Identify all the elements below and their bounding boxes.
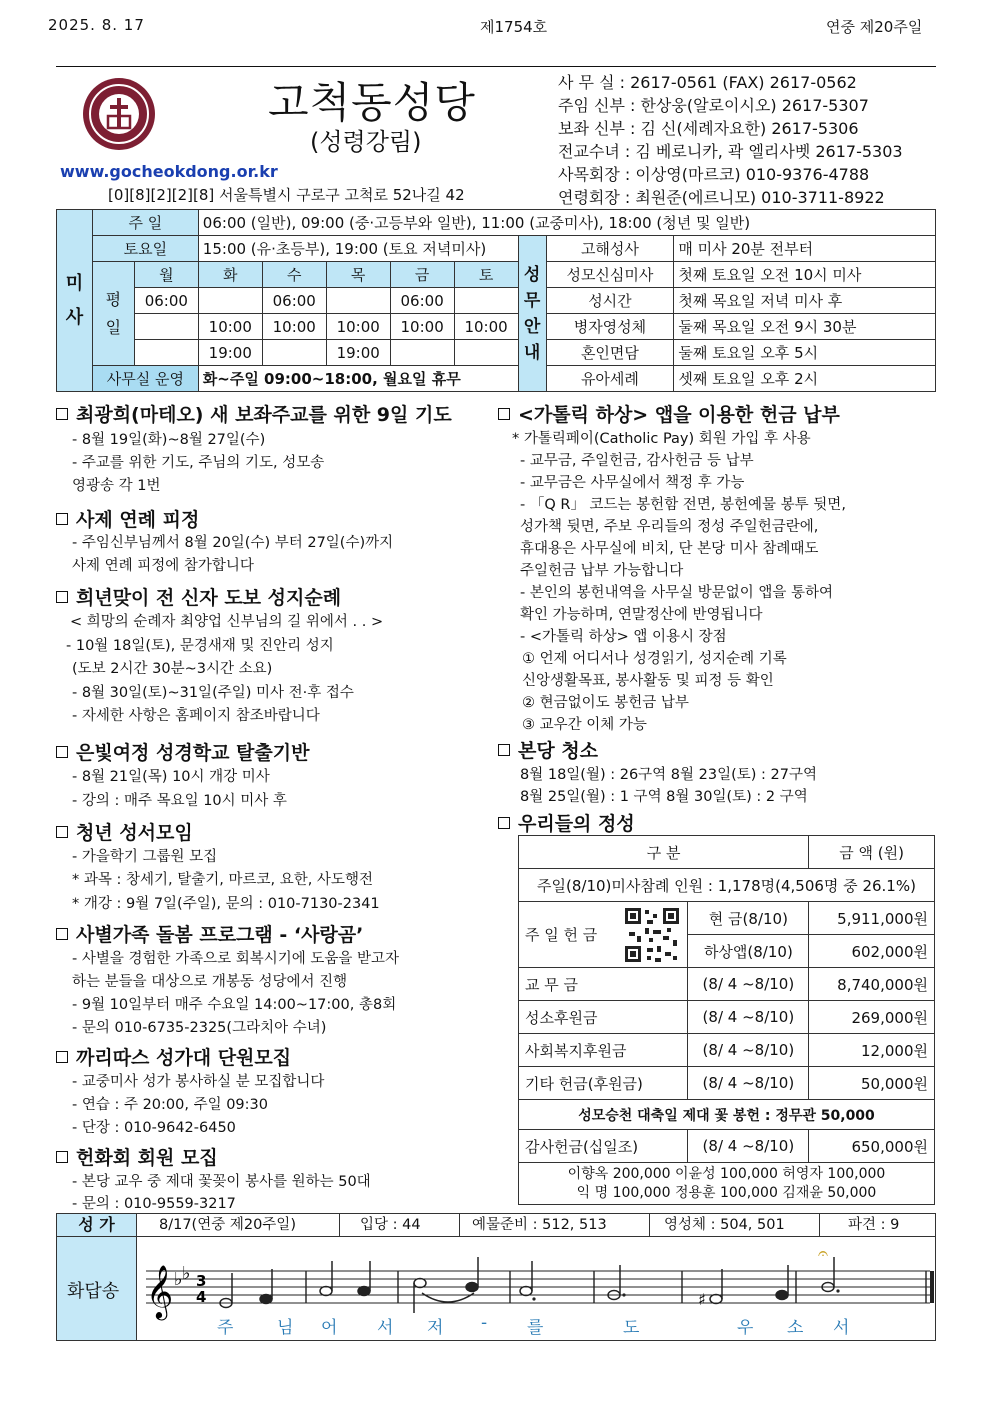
special-offering: 성모승천 대축일 제대 꽃 봉헌 : 정무관 50,000 (519, 1100, 935, 1130)
lyric-syllable: 소 (787, 1318, 804, 1338)
service-name: 성모신심미사 (546, 262, 674, 288)
sharp-icon: ♯ (698, 1290, 706, 1309)
section-title: 희년맞이 전 신자 도보 성지순례 (56, 583, 341, 610)
contact-assistant: 보좌 신부 : 김 신(세례자요한) 2617-5306 (558, 119, 859, 138)
weekday-time: 10:00 (390, 314, 454, 340)
mass-schedule-table (56, 209, 936, 392)
service-name: 병자영성체 (546, 314, 674, 340)
lyric-syllable: 우 (737, 1318, 754, 1338)
offering-period: (8/ 4 ~8/10) (688, 968, 809, 1001)
offering-amount: 12,000원 (809, 1034, 935, 1067)
weekday-time (134, 340, 198, 366)
section-line: - <가톨릭 하상> 앱 이용시 장점 (520, 629, 727, 645)
checkbox-square-icon (56, 746, 68, 758)
section-title: 청년 성서모임 (56, 818, 193, 845)
lyric-syllable: 어 (321, 1318, 338, 1338)
weekday-time: 06:00 (134, 288, 198, 314)
qr-code-icon[interactable] (623, 906, 681, 964)
section-line: - 연습 : 주 20:00, 주일 09:30 (72, 1097, 268, 1113)
office-hours-label: 사무실 운영 (92, 366, 198, 392)
offering-period: (8/ 4 ~8/10) (688, 1034, 809, 1067)
top-divider (56, 66, 936, 67)
weekday-label: 평 일 (105, 289, 122, 337)
lyric-syllable: 저 (427, 1318, 444, 1338)
section-line: 하는 분들을 대상으로 개봉동 성당에서 진행 (72, 974, 348, 990)
flat-icon: ♭ (182, 1263, 191, 1284)
section-line: < 희망의 순례자 최양업 신부님의 길 위에서 . . > (70, 614, 384, 630)
day-header: 토 (454, 262, 518, 288)
weekday-time: 06:00 (390, 288, 454, 314)
section-line: - 8월 21일(목) 10시 개강 미사 (72, 769, 270, 785)
section-title: 최광희(마테오) 새 보좌주교를 위한 9일 기도 (56, 400, 452, 427)
lyric-syllable: 님 (277, 1318, 294, 1338)
service-time: 둘째 목요일 오전 9시 30분 (674, 314, 936, 340)
checkbox-square-icon (56, 513, 68, 525)
section-line: - 교무금은 사무실에서 책정 후 가능 (520, 475, 745, 491)
section-line: - 문의 : 010-9559-3217 (72, 1196, 236, 1212)
offering-item: 성소후원금 (519, 1001, 688, 1034)
weekday-time: 10:00 (326, 314, 390, 340)
section-line: - 주교를 위한 기도, 주님의 기도, 성모송 (72, 455, 325, 471)
saturday-label: 토요일 (92, 236, 198, 262)
church-address: [0][8][2][2][8] 서울특별시 구로구 고척로 52나길 42 (108, 186, 465, 204)
section-line: 영광송 각 1번 (72, 478, 161, 494)
section-line: - 강의 : 매주 목요일 10시 미사 후 (72, 793, 287, 809)
liturgical-week: 연중 제20주일 (826, 18, 923, 36)
offering-item: 감사헌금(십일조) (519, 1130, 688, 1163)
psalm-music (56, 1237, 936, 1341)
contact-sisters: 전교수녀 : 김 베로니카, 곽 엘리사벳 2617-5303 (558, 142, 903, 161)
hymn-communion: 영성체 : 504, 501 (649, 1214, 819, 1236)
time-sig-top: 3 (196, 1272, 207, 1290)
offering-item: 교 무 금 (519, 968, 688, 1001)
offering-amount: 650,000원 (809, 1130, 935, 1163)
weekday-time (134, 314, 198, 340)
lyric-syllable: 서 (833, 1318, 850, 1338)
lyric-syllable: - (481, 1313, 488, 1333)
offering-amount: 269,000원 (809, 1001, 935, 1034)
section-line: - 본인의 봉헌내역을 사무실 방문없이 앱을 통하여 (520, 585, 834, 601)
offering-period: (8/ 4 ~8/10) (688, 1067, 809, 1100)
section-line: - 교중미사 성가 봉사하실 분 모집합니다 (72, 1074, 325, 1090)
sunday-times: 06:00 (일반), 09:00 (중·고등부와 일반), 11:00 (교중미사), 18:00 (청년 및 일반) (198, 210, 935, 236)
offering-head: 구 분 (519, 836, 809, 869)
services-label: 성 무 안 내 (523, 264, 541, 363)
weekday-time (198, 288, 262, 314)
section-line: * 과목 : 창세기, 탈출기, 마르코, 요한, 사도행전 (72, 872, 373, 888)
weekday-time (454, 340, 518, 366)
section-line: - 문의 010-6735-2325(그라치아 수녀) (72, 1020, 327, 1036)
hymn-bar (56, 1213, 936, 1237)
bulletin-date: 2025. 8. 17 (48, 16, 145, 34)
section-line: - 9월 10일부터 매주 수요일 14:00~17:00, 총8회 (72, 997, 397, 1013)
section-title: <가톨릭 하상> 앱을 이용한 헌금 납부 (498, 400, 840, 427)
website-link[interactable]: www.gocheokdong.or.kr (60, 162, 278, 181)
offering-item: 기타 헌금(후원금) (519, 1067, 688, 1100)
service-time: 첫째 토요일 오전 10시 미사 (674, 262, 936, 288)
section-line: 확인 가능하며, 연말정산에 반영됩니다 (520, 607, 763, 623)
service-time: 매 미사 20분 전부터 (674, 236, 936, 262)
hymn-label: 성 가 (57, 1214, 137, 1236)
service-name: 혼인면담 (546, 340, 674, 366)
cleaning-line: 8월 18일(월) : 26구역 8월 23일(토) : 27구역 (520, 767, 817, 783)
mass-label: 미 사 (65, 272, 84, 328)
service-time: 둘째 토요일 오후 5시 (674, 340, 936, 366)
section-line: (도보 2시간 30분~3시간 소요) (72, 661, 273, 677)
day-header: 월 (134, 262, 198, 288)
hymn-offertory: 예물준비 : 512, 513 (459, 1214, 649, 1236)
lyric-syllable: 주 (217, 1318, 234, 1338)
offering-item: 하상앱(8/10) (688, 935, 809, 968)
section-title: 사별가족 돌봄 프로그램 - ‘사랑곰’ (56, 920, 363, 947)
contact-office: 사 무 실 : 2617-0561 (FAX) 2617-0562 (558, 73, 857, 92)
section-line: - 자세한 사항은 홈페이지 참조바랍니다 (72, 708, 320, 724)
sunday-label: 주 일 (92, 210, 198, 236)
section-line: - 단장 : 010-9642-6450 (72, 1120, 236, 1136)
section-line: ② 현금없이도 봉헌금 납부 (522, 695, 689, 711)
feast-name: (성령강림) (310, 128, 422, 156)
cleaning-line: 8월 25일(월) : 1 구역 8월 30일(토) : 2 구역 (520, 789, 808, 805)
section-line: * 가톨릭페이(Catholic Pay) 회원 가입 후 사용 (512, 431, 811, 447)
section-line: - 10월 18일(토), 문경새재 및 진안리 성지 (66, 638, 334, 654)
service-name: 고해성사 (546, 236, 674, 262)
section-title: 은빛여정 성경학교 탈출기반 (56, 738, 309, 765)
weekday-time: 10:00 (198, 314, 262, 340)
section-title: 까리따스 성가대 단원모집 (56, 1043, 291, 1070)
section-line: ① 언제 어디서나 성경읽기, 성지순례 기록 (522, 651, 787, 667)
contact-funeral: 연령회장 : 최원준(에르니모) 010-3711-8922 (558, 188, 885, 207)
hymn-date: 8/17(연중 제20주일) (159, 1217, 296, 1233)
section-line: - 사별을 경험한 가족으로 회복시기에 도움을 받고자 (72, 951, 400, 967)
section-title: 우리들의 정성 (498, 809, 635, 836)
service-time: 셋째 토요일 오후 2시 (674, 366, 936, 392)
hymn-entrance: 입당 : 44 (339, 1214, 459, 1236)
offering-amount: 50,000원 (809, 1067, 935, 1100)
section-title: 본당 청소 (498, 736, 598, 763)
contact-council: 사목회장 : 이상영(마르코) 010-9376-4788 (558, 165, 870, 184)
offering-period: (8/ 4 ~8/10) (688, 1001, 809, 1034)
donor-line: 익 명 100,000 정용훈 100,000 김재윤 50,000 (576, 1184, 877, 1201)
section-title: 사제 연례 피정 (56, 505, 199, 532)
psalm-label: 화답송 (67, 1281, 120, 1302)
section-line: 주일헌금 납부 가능합니다 (520, 563, 684, 579)
checkbox-square-icon (56, 1151, 68, 1163)
day-header: 화 (198, 262, 262, 288)
church-name: 고척동성당 (268, 78, 476, 127)
time-sig-bottom: 4 (196, 1288, 207, 1306)
issue-number: 제1754호 (480, 18, 548, 36)
offering-amount: 602,000원 (809, 935, 935, 968)
day-header: 금 (390, 262, 454, 288)
section-line: - 교무금, 주일헌금, 감사헌금 등 납부 (520, 453, 754, 469)
offering-item: 현 금(8/10) (688, 902, 809, 935)
weekday-time (326, 288, 390, 314)
weekday-time: 06:00 (262, 288, 326, 314)
offering-amount: 8,740,000원 (809, 968, 935, 1001)
weekday-time (454, 288, 518, 314)
weekday-time: 10:00 (262, 314, 326, 340)
service-time: 첫째 목요일 저녁 미사 후 (674, 288, 936, 314)
service-name: 성시간 (546, 288, 674, 314)
lyric-syllable: 를 (527, 1318, 544, 1338)
fermata-icon: 𝄐 (818, 1243, 829, 1264)
office-hours: 화~주일 09:00~18:00, 월요일 휴무 (198, 366, 518, 392)
church-logo-icon (83, 78, 155, 150)
donor-line: 이향옥 200,000 이윤성 100,000 허영자 100,000 (567, 1165, 886, 1182)
contact-pastor: 주임 신부 : 한상웅(알로이시오) 2617-5307 (558, 96, 869, 115)
saturday-times: 15:00 (유·초등부), 19:00 (토요 저녁미사) (198, 236, 518, 262)
attendance: 주일(8/10)미사참례 인원 : 1,178명(4,506명 중 26.1%) (519, 869, 935, 902)
weekday-time: 19:00 (198, 340, 262, 366)
lyric-syllable: 서 (377, 1318, 394, 1338)
section-line: 성가책 뒷면, 주보 우리들의 정성 주일헌금란에, (520, 519, 819, 535)
weekday-time (262, 340, 326, 366)
treble-clef-icon: 𝄞 (146, 1264, 174, 1318)
offering-amount: 5,911,000원 (809, 902, 935, 935)
weekday-time: 19:00 (326, 340, 390, 366)
weekday-time: 10:00 (454, 314, 518, 340)
section-line: 사제 연례 피정에 참가합니다 (72, 558, 254, 574)
hymn-recessional: 파견 : 9 (819, 1214, 935, 1236)
checkbox-square-icon (56, 1051, 68, 1063)
sunday-offering-label: 주 일 헌 금 (525, 926, 598, 944)
section-line: - 본당 교우 중 제대 꽃꽂이 봉사를 원하는 50대 (72, 1174, 371, 1190)
checkbox-square-icon (498, 408, 510, 420)
offering-table (518, 835, 935, 1205)
offering-head: 금 액 (원) (809, 836, 935, 869)
flat-icon: ♭ (174, 1269, 183, 1290)
checkbox-square-icon (56, 591, 68, 603)
section-line: ③ 교우간 이체 가능 (522, 717, 647, 733)
section-line: - 8월 30일(토)~31일(주일) 미사 전·후 접수 (72, 685, 354, 701)
section-line: - 주임신부님께서 8월 20일(수) 부터 27일(수)까지 (72, 535, 394, 551)
section-line: 신앙생활목표, 봉사활동 및 피정 등 확인 (522, 673, 774, 689)
offering-item: 사회복지후원금 (519, 1034, 688, 1067)
service-name: 유아세례 (546, 366, 674, 392)
weekday-time (390, 340, 454, 366)
section-line: * 개강 : 9월 7일(주일), 문의 : 010-7130-2341 (72, 896, 380, 912)
section-line: - 8월 19일(화)~8월 27일(수) (72, 432, 266, 448)
section-title: 헌화회 회원 모집 (56, 1143, 218, 1170)
checkbox-square-icon (498, 744, 510, 756)
checkbox-square-icon (498, 817, 510, 829)
lyric-syllable: 도 (623, 1318, 640, 1338)
section-line: - 「Q R」 코드는 봉헌함 전면, 봉헌예물 봉투 뒷면, (520, 497, 846, 513)
section-line: 휴대용은 사무실에 비치, 단 본당 미사 참례때도 (520, 541, 819, 557)
checkbox-square-icon (56, 408, 68, 420)
day-header: 목 (326, 262, 390, 288)
section-line: - 가을학기 그룹원 모집 (72, 849, 218, 865)
checkbox-square-icon (56, 928, 68, 940)
checkbox-square-icon (56, 826, 68, 838)
day-header: 수 (262, 262, 326, 288)
offering-period: (8/ 4 ~8/10) (688, 1130, 809, 1163)
